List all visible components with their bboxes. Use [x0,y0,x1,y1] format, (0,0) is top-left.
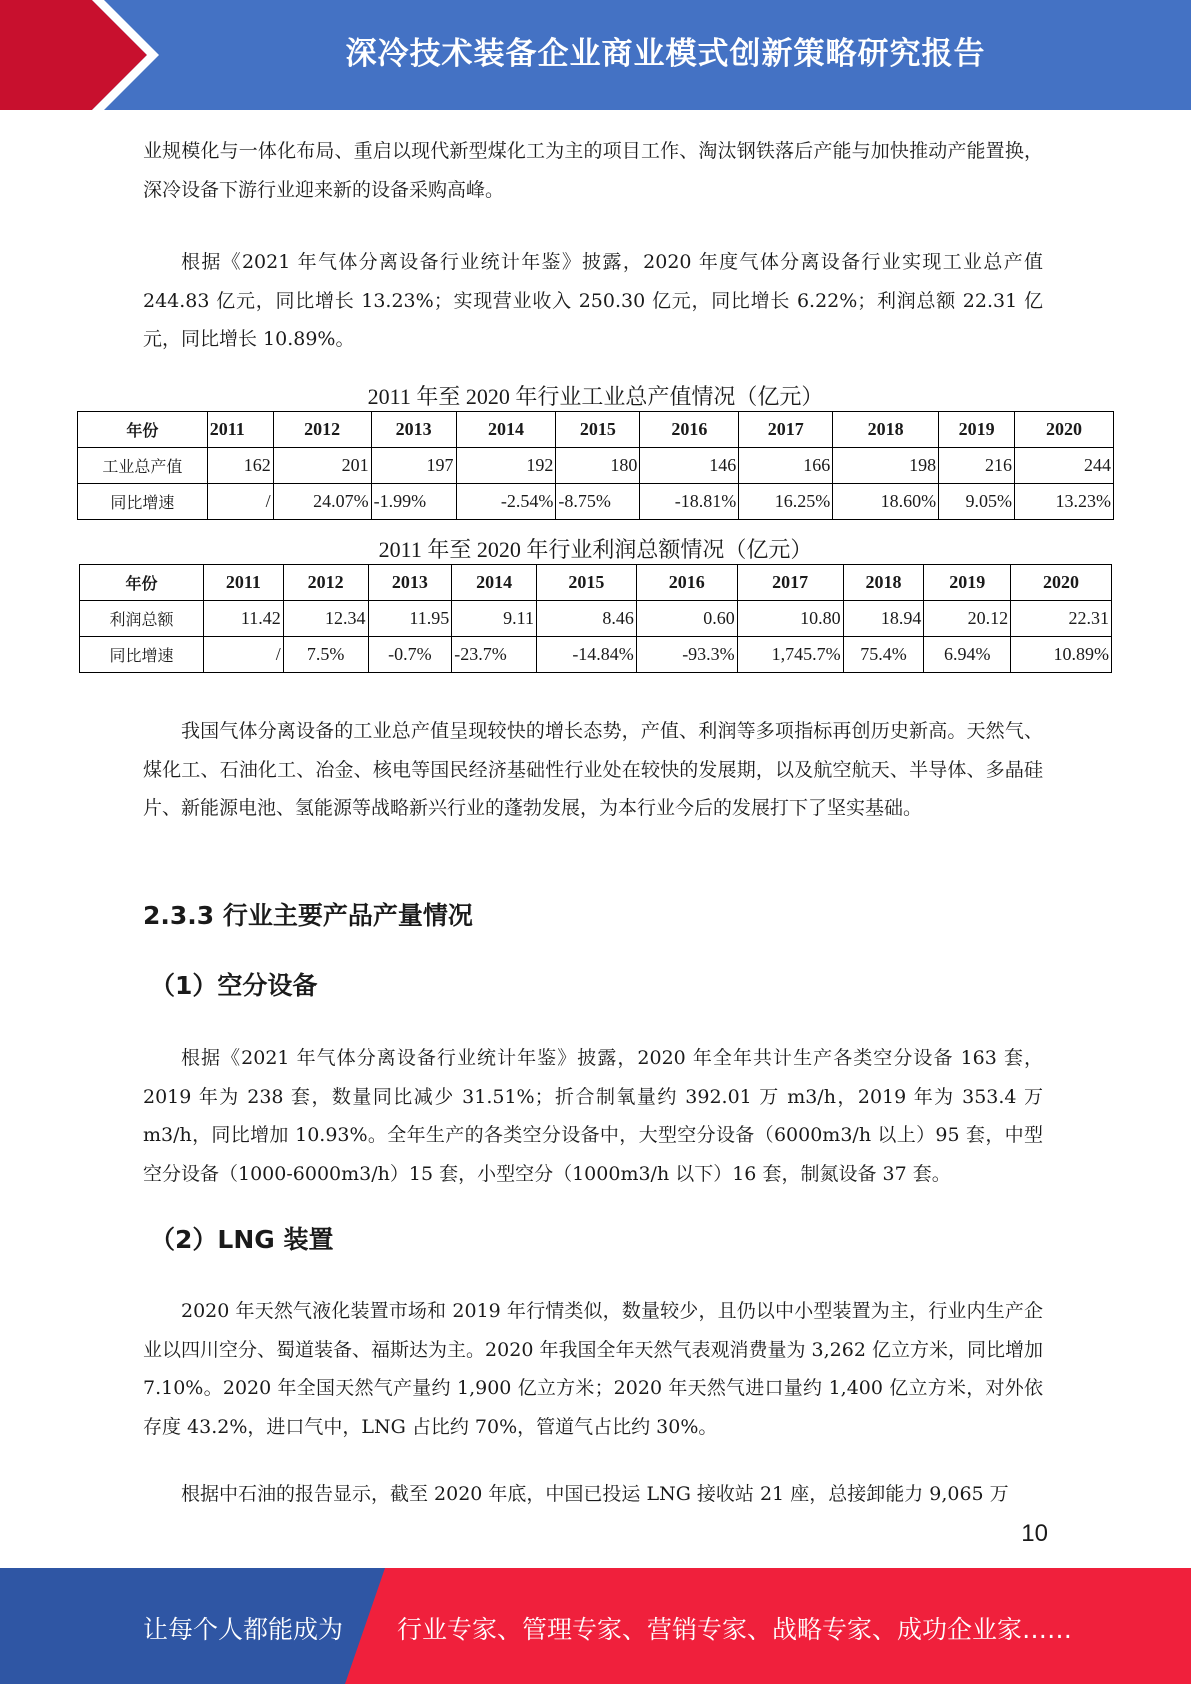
year-cell: 2012 [283,565,368,601]
table-header-cell: 年份 [78,412,208,448]
value-cell: 18.94 [843,601,924,637]
value-cell: 198 [833,448,939,484]
value-cell: 18.60% [833,484,939,520]
year-cell: 2016 [636,565,737,601]
table-row [78,448,1114,484]
value-cell: -0.7% [368,637,452,673]
value-cell: 244 [1015,448,1114,484]
value-cell: 197 [371,448,456,484]
paragraph-1: 业规模化与一体化布局、重启以现代新型煤化工为主的项目工作、淘汰钢铁落后产能与加快推动产能置换，深冷设备下游行业迎来新的设备采购高峰。 [143,140,1043,201]
year-cell: 2019 [924,565,1011,601]
value-cell: 6.94% [924,637,1011,673]
value-cell: -23.7% [452,637,537,673]
section-heading-2-3-3: 2.3.3 行业主要产品产量情况 [143,901,473,930]
value-cell: 180 [556,448,640,484]
value-cell: -1.99% [371,484,456,520]
paragraph-2: 根据《2021 年气体分离设备行业统计年鉴》披露，2020 年度气体分离设备行业实现工业总产值 244.83 亿元，同比增长 13.23%；实现营业收入 250.30 亿元，同比增长 6.22%；利润总额 22.31 亿元，同比增长 10.89%。 [143,251,1043,350]
value-cell: 192 [456,448,556,484]
paragraph-5: 2020 年天然气液化装置市场和 2019 年行情类似，数量较少，且仍以中小型装置为主，行业内生产企业以四川空分、蜀道装备、福斯达为主。2020 年我国全年天然气表观消费量为 3,262 亿立方米，同比增加 7.10%。2020 年全国天然气产量约 1,900 亿立方米；2020 年天然气进口量约 1,400 亿立方米，对外依存度 43.2%，进口气中，LNG 占比约 70%，管道气占比约 30%。 [143,1300,1043,1438]
paragraph-6: 根据中石油的报告显示，截至 2020 年底，中国已投运 LNG 接收站 21 座，总接卸能力 9,065 万 [181,1483,1009,1505]
value-cell: -18.81% [640,484,739,520]
value-cell: 7.5% [283,637,368,673]
year-cell: 2015 [556,412,640,448]
year-cell: 2012 [273,412,371,448]
value-cell: 10.89% [1011,637,1112,673]
value-cell: -8.75% [556,484,640,520]
value-cell: -14.84% [536,637,636,673]
year-cell: 2016 [640,412,739,448]
subheading-air-separation: （1）空分设备 [150,971,318,1000]
value-cell: 9.11 [452,601,537,637]
value-cell: 22.31 [1011,601,1112,637]
year-cell: 2018 [843,565,924,601]
header-title: 深冷技术装备企业商业模式创新策略研究报告 [345,36,986,72]
row-label-cell: 同比增速 [78,484,208,520]
table2-caption: 2011 年至 2020 年行业利润总额情况（亿元） [378,537,813,562]
output-value-table [77,411,1114,520]
value-cell: 146 [640,448,739,484]
value-cell: 10.80 [737,601,843,637]
year-cell: 2019 [939,412,1015,448]
value-cell: 166 [739,448,833,484]
value-cell: 13.23% [1015,484,1114,520]
row-label-cell: 同比增速 [80,637,204,673]
subheading-lng-device: （2）LNG 装置 [150,1225,334,1254]
table1-caption: 2011 年至 2020 年行业工业总产值情况（亿元） [367,384,824,409]
table-row [80,565,1112,601]
year-cell: 2018 [833,412,939,448]
value-cell: / [204,637,284,673]
row-label-cell: 利润总额 [80,601,204,637]
table-row [78,412,1114,448]
paragraph-3: 我国气体分离设备的工业总产值呈现较快的增长态势，产值、利润等多项指标再创历史新高。天然气、煤化工、石油化工、冶金、核电等国民经济基础性行业处在较快的发展期，以及航空航天、半导体、多晶硅片、新能源电池、氢能源等战略新兴行业的蓬勃发展，为本行业今后的发展打下了坚实基础。 [143,720,1043,819]
value-cell: 75.4% [843,637,924,673]
value-cell: 9.05% [939,484,1015,520]
value-cell: 162 [207,448,273,484]
year-cell: 2017 [737,565,843,601]
table-row [80,601,1112,637]
value-cell: 0.60 [636,601,737,637]
page-footer [0,1568,1191,1684]
paragraph-4: 根据《2021 年气体分离设备行业统计年鉴》披露，2020 年全年共计生产各类空分设备 163 套，2019 年为 238 套，数量同比减少 31.51%；折合制氧量约 392.01 万 m3/h，2019 年为 353.4 万 m3/h，同比增加 10.93%。全年生产的各类空分设备中，大型空分设备（6000m3/h 以上）95 套，中型空分设备（1000-6000m3/h）15 套，小型空分（1000m3/h 以下）16 套，制氮设备 37 套。 [143,1047,1043,1185]
page-number: 10 [1021,1520,1048,1547]
page-header [0,0,1191,110]
value-cell: / [207,484,273,520]
value-cell: 11.95 [368,601,452,637]
year-cell: 2013 [371,412,456,448]
value-cell: 8.46 [536,601,636,637]
value-cell: 16.25% [739,484,833,520]
footer-slogan-left: 让每个人都能成为 [143,1615,344,1644]
footer-slogan-right: 行业专家、管理专家、营销专家、战略专家、成功企业家…… [397,1615,1073,1644]
year-cell: 2014 [456,412,556,448]
profit-table [79,564,1112,673]
year-cell: 2020 [1011,565,1112,601]
value-cell: 24.07% [273,484,371,520]
year-cell: 2011 [207,412,273,448]
table-header-cell: 年份 [80,565,204,601]
value-cell: 11.42 [204,601,284,637]
row-label-cell: 工业总产值 [78,448,208,484]
value-cell: -2.54% [456,484,556,520]
value-cell: 12.34 [283,601,368,637]
table-row [78,484,1114,520]
year-cell: 2015 [536,565,636,601]
value-cell: 20.12 [924,601,1011,637]
year-cell: 2013 [368,565,452,601]
value-cell: 201 [273,448,371,484]
year-cell: 2017 [739,412,833,448]
value-cell: 1,745.7% [737,637,843,673]
value-cell: -93.3% [636,637,737,673]
year-cell: 2014 [452,565,537,601]
table-row [80,637,1112,673]
value-cell: 216 [939,448,1015,484]
year-cell: 2020 [1015,412,1114,448]
year-cell: 2011 [204,565,284,601]
